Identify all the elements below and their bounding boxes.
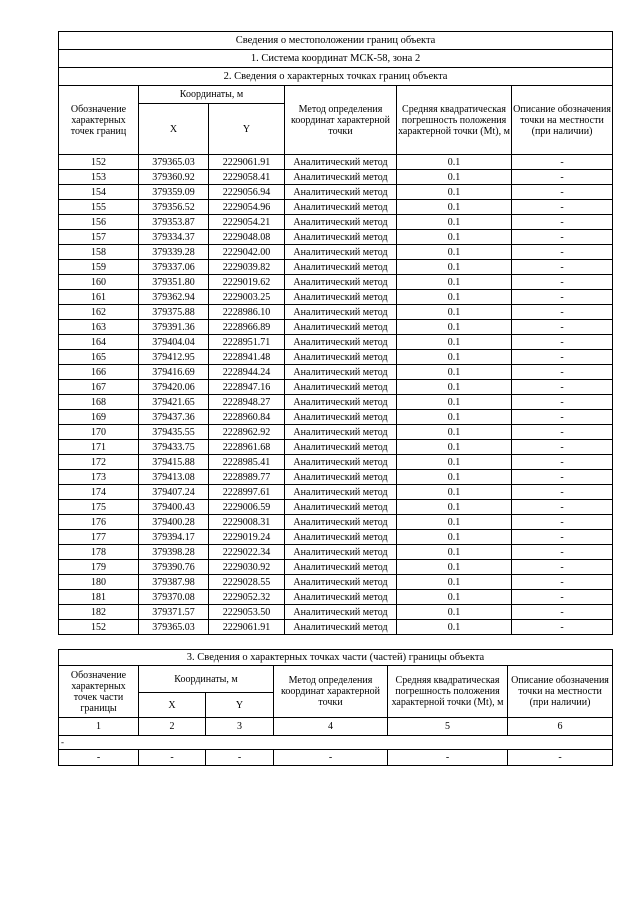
points-section-title: 2. Сведения о характерных точках границ объекта xyxy=(59,68,613,86)
x-value: 379365.03 xyxy=(139,155,209,170)
table-row xyxy=(59,290,613,305)
y-value: 2228986.10 xyxy=(209,305,285,320)
point-number: 173 xyxy=(59,470,139,485)
description-header: Описание обозначения точки на местности (при наличии) xyxy=(512,86,613,155)
x-value: 379407.24 xyxy=(139,485,209,500)
method-value: Аналитический метод xyxy=(285,275,397,290)
x-value: 379351.80 xyxy=(139,275,209,290)
table-row xyxy=(59,200,613,215)
method-value: Аналитический метод xyxy=(285,605,397,620)
designation-header: Обозначение характерных точек границ xyxy=(59,86,139,155)
method-value: Аналитический метод xyxy=(285,380,397,395)
table-row xyxy=(59,380,613,395)
x-value: 379387.98 xyxy=(139,575,209,590)
point-number: 175 xyxy=(59,500,139,515)
point-number: 159 xyxy=(59,260,139,275)
method-value: Аналитический метод xyxy=(285,185,397,200)
x-value: 379398.28 xyxy=(139,545,209,560)
point-number: 162 xyxy=(59,305,139,320)
method-value: Аналитический метод xyxy=(285,455,397,470)
x-value: 379334.37 xyxy=(139,230,209,245)
method-value: Аналитический метод xyxy=(285,440,397,455)
y-value: 2228941.48 xyxy=(209,350,285,365)
x-value: 379371.57 xyxy=(139,605,209,620)
error-value: 0.1 xyxy=(397,575,512,590)
point-number: 167 xyxy=(59,380,139,395)
part-boundary-points-table xyxy=(58,649,613,766)
x-value: 379362.94 xyxy=(139,290,209,305)
point-number: 168 xyxy=(59,395,139,410)
table-row xyxy=(59,260,613,275)
error-value: 0.1 xyxy=(397,275,512,290)
description-value: - xyxy=(512,320,613,335)
error-value: 0.1 xyxy=(397,365,512,380)
table-row xyxy=(59,320,613,335)
method-value: Аналитический метод xyxy=(285,515,397,530)
description-value: - xyxy=(512,470,613,485)
error-value: 0.1 xyxy=(397,560,512,575)
y-value: 2229053.50 xyxy=(209,605,285,620)
y-value: 2228962.92 xyxy=(209,425,285,440)
part-error-header: Средняя квадратическая погрешность положения характерной точки (Mt), м xyxy=(388,666,508,718)
x-header: X xyxy=(139,104,209,155)
col-number: 2 xyxy=(139,718,206,736)
y-value: 2229054.96 xyxy=(209,200,285,215)
coordinate-system-title: 1. Система координат МСК-58, зона 2 xyxy=(59,50,613,68)
y-value: 2228948.27 xyxy=(209,395,285,410)
part-section-title: 3. Сведения о характерных точках части (частей) границы объекта xyxy=(59,650,613,666)
point-number: 181 xyxy=(59,590,139,605)
method-value: Аналитический метод xyxy=(285,335,397,350)
point-number: 154 xyxy=(59,185,139,200)
table-row xyxy=(59,470,613,485)
x-value: 379339.28 xyxy=(139,245,209,260)
table-row xyxy=(59,245,613,260)
point-number: 179 xyxy=(59,560,139,575)
error-value: 0.1 xyxy=(397,230,512,245)
point-number: 180 xyxy=(59,575,139,590)
x-value: 379365.03 xyxy=(139,620,209,635)
y-value: 2229008.31 xyxy=(209,515,285,530)
y-value: 2229019.62 xyxy=(209,275,285,290)
error-value: 0.1 xyxy=(397,395,512,410)
table-row xyxy=(59,605,613,620)
description-value: - xyxy=(512,170,613,185)
table-row xyxy=(59,575,613,590)
y-value: 2229048.08 xyxy=(209,230,285,245)
point-number: 170 xyxy=(59,425,139,440)
description-value: - xyxy=(512,545,613,560)
table-row xyxy=(59,620,613,635)
point-number: 160 xyxy=(59,275,139,290)
method-value: Аналитический метод xyxy=(285,560,397,575)
method-value: Аналитический метод xyxy=(285,305,397,320)
point-number: 169 xyxy=(59,410,139,425)
error-value: 0.1 xyxy=(397,590,512,605)
description-value: - xyxy=(512,200,613,215)
x-value: 379433.75 xyxy=(139,440,209,455)
description-value: - xyxy=(512,440,613,455)
description-value: - xyxy=(512,425,613,440)
table-row xyxy=(59,500,613,515)
table-row xyxy=(59,560,613,575)
method-value: Аналитический метод xyxy=(285,200,397,215)
y-value: 2228966.89 xyxy=(209,320,285,335)
error-header: Средняя квадратическая погрешность положения характерной точки (Mt), м xyxy=(397,86,512,155)
section-title: Сведения о местоположении границ объекта xyxy=(59,32,613,50)
y-value: 2229056.94 xyxy=(209,185,285,200)
point-number: 155 xyxy=(59,200,139,215)
method-value: Аналитический метод xyxy=(285,290,397,305)
y-value: 2229003.25 xyxy=(209,290,285,305)
error-value: 0.1 xyxy=(397,155,512,170)
x-value: 379415.88 xyxy=(139,455,209,470)
method-value: Аналитический метод xyxy=(285,320,397,335)
point-number: 178 xyxy=(59,545,139,560)
empty-part-row: - xyxy=(59,736,613,750)
error-value: 0.1 xyxy=(397,380,512,395)
error-value: 0.1 xyxy=(397,305,512,320)
table-row xyxy=(59,365,613,380)
description-value: - xyxy=(512,500,613,515)
table-row xyxy=(59,395,613,410)
part-designation-header: Обозначение характерных точек части границы xyxy=(59,666,139,718)
empty-cell: - xyxy=(59,750,139,766)
method-value: Аналитический метод xyxy=(285,575,397,590)
method-value: Аналитический метод xyxy=(285,470,397,485)
x-value: 379337.06 xyxy=(139,260,209,275)
x-value: 379421.65 xyxy=(139,395,209,410)
table-row xyxy=(59,410,613,425)
error-value: 0.1 xyxy=(397,215,512,230)
x-value: 379375.88 xyxy=(139,305,209,320)
description-value: - xyxy=(512,230,613,245)
point-number: 176 xyxy=(59,515,139,530)
col-number: 1 xyxy=(59,718,139,736)
method-value: Аналитический метод xyxy=(285,170,397,185)
x-value: 379356.52 xyxy=(139,200,209,215)
x-value: 379412.95 xyxy=(139,350,209,365)
error-value: 0.1 xyxy=(397,470,512,485)
point-number: 177 xyxy=(59,530,139,545)
error-value: 0.1 xyxy=(397,425,512,440)
part-description-header: Описание обозначения точки на местности (при наличии) xyxy=(508,666,613,718)
error-value: 0.1 xyxy=(397,440,512,455)
description-value: - xyxy=(512,530,613,545)
error-value: 0.1 xyxy=(397,200,512,215)
table-row xyxy=(59,530,613,545)
method-value: Аналитический метод xyxy=(285,590,397,605)
table-row xyxy=(59,215,613,230)
method-value: Аналитический метод xyxy=(285,530,397,545)
x-value: 379360.92 xyxy=(139,170,209,185)
y-value: 2229052.32 xyxy=(209,590,285,605)
y-header: Y xyxy=(209,104,285,155)
part-x-header: X xyxy=(139,693,206,718)
method-value: Аналитический метод xyxy=(285,410,397,425)
point-number: 152 xyxy=(59,620,139,635)
point-number: 164 xyxy=(59,335,139,350)
y-value: 2229058.41 xyxy=(209,170,285,185)
table-row xyxy=(59,335,613,350)
error-value: 0.1 xyxy=(397,260,512,275)
method-value: Аналитический метод xyxy=(285,395,397,410)
boundary-points-table xyxy=(58,31,613,635)
y-value: 2229030.92 xyxy=(209,560,285,575)
coordinates-header: Координаты, м xyxy=(139,86,285,104)
x-value: 379413.08 xyxy=(139,470,209,485)
method-value: Аналитический метод xyxy=(285,545,397,560)
x-value: 379400.43 xyxy=(139,500,209,515)
table-row xyxy=(59,425,613,440)
method-value: Аналитический метод xyxy=(285,155,397,170)
error-value: 0.1 xyxy=(397,515,512,530)
method-value: Аналитический метод xyxy=(285,425,397,440)
description-value: - xyxy=(512,365,613,380)
method-value: Аналитический метод xyxy=(285,230,397,245)
method-value: Аналитический метод xyxy=(285,620,397,635)
table-row xyxy=(59,185,613,200)
error-value: 0.1 xyxy=(397,620,512,635)
point-number: 161 xyxy=(59,290,139,305)
method-value: Аналитический метод xyxy=(285,500,397,515)
x-value: 379420.06 xyxy=(139,380,209,395)
x-value: 379437.36 xyxy=(139,410,209,425)
y-value: 2228947.16 xyxy=(209,380,285,395)
error-value: 0.1 xyxy=(397,545,512,560)
description-value: - xyxy=(512,560,613,575)
y-value: 2229039.82 xyxy=(209,260,285,275)
table-row xyxy=(59,440,613,455)
empty-cell: - xyxy=(206,750,274,766)
description-value: - xyxy=(512,410,613,425)
point-number: 156 xyxy=(59,215,139,230)
point-number: 174 xyxy=(59,485,139,500)
method-value: Аналитический метод xyxy=(285,260,397,275)
y-value: 2229054.21 xyxy=(209,215,285,230)
point-number: 166 xyxy=(59,365,139,380)
y-value: 2229019.24 xyxy=(209,530,285,545)
table-row xyxy=(59,275,613,290)
error-value: 0.1 xyxy=(397,335,512,350)
point-number: 171 xyxy=(59,440,139,455)
table-row xyxy=(59,545,613,560)
empty-cell: - xyxy=(274,750,388,766)
col-number: 6 xyxy=(508,718,613,736)
error-value: 0.1 xyxy=(397,245,512,260)
empty-cell: - xyxy=(508,750,613,766)
part-method-header: Метод определения координат характерной точки xyxy=(274,666,388,718)
part-y-header: Y xyxy=(206,693,274,718)
method-value: Аналитический метод xyxy=(285,245,397,260)
description-value: - xyxy=(512,395,613,410)
point-number: 152 xyxy=(59,155,139,170)
method-value: Аналитический метод xyxy=(285,350,397,365)
table-row xyxy=(59,305,613,320)
table-row xyxy=(59,230,613,245)
description-value: - xyxy=(512,515,613,530)
description-value: - xyxy=(512,275,613,290)
point-number: 153 xyxy=(59,170,139,185)
point-number: 157 xyxy=(59,230,139,245)
y-value: 2229042.00 xyxy=(209,245,285,260)
point-number: 172 xyxy=(59,455,139,470)
y-value: 2229028.55 xyxy=(209,575,285,590)
error-value: 0.1 xyxy=(397,290,512,305)
error-value: 0.1 xyxy=(397,410,512,425)
description-value: - xyxy=(512,350,613,365)
y-value: 2229061.91 xyxy=(209,620,285,635)
description-value: - xyxy=(512,215,613,230)
col-number: 5 xyxy=(388,718,508,736)
table-row xyxy=(59,515,613,530)
error-value: 0.1 xyxy=(397,485,512,500)
y-value: 2228989.77 xyxy=(209,470,285,485)
x-value: 379391.36 xyxy=(139,320,209,335)
y-value: 2229061.91 xyxy=(209,155,285,170)
table-row xyxy=(59,170,613,185)
method-header: Метод определения координат характерной точки xyxy=(285,86,397,155)
table-row xyxy=(59,155,613,170)
error-value: 0.1 xyxy=(397,605,512,620)
x-value: 379394.17 xyxy=(139,530,209,545)
x-value: 379435.55 xyxy=(139,425,209,440)
x-value: 379390.76 xyxy=(139,560,209,575)
point-number: 165 xyxy=(59,350,139,365)
method-value: Аналитический метод xyxy=(285,215,397,230)
empty-cell: - xyxy=(139,750,206,766)
error-value: 0.1 xyxy=(397,185,512,200)
x-value: 379370.08 xyxy=(139,590,209,605)
table-row xyxy=(59,350,613,365)
empty-cell: - xyxy=(388,750,508,766)
error-value: 0.1 xyxy=(397,500,512,515)
y-value: 2228985.41 xyxy=(209,455,285,470)
y-value: 2228951.71 xyxy=(209,335,285,350)
error-value: 0.1 xyxy=(397,530,512,545)
col-number: 4 xyxy=(274,718,388,736)
description-value: - xyxy=(512,155,613,170)
x-value: 379416.69 xyxy=(139,365,209,380)
description-value: - xyxy=(512,185,613,200)
error-value: 0.1 xyxy=(397,455,512,470)
y-value: 2229006.59 xyxy=(209,500,285,515)
error-value: 0.1 xyxy=(397,350,512,365)
x-value: 379359.09 xyxy=(139,185,209,200)
y-value: 2228997.61 xyxy=(209,485,285,500)
x-value: 379353.87 xyxy=(139,215,209,230)
table-row xyxy=(59,590,613,605)
y-value: 2229022.34 xyxy=(209,545,285,560)
error-value: 0.1 xyxy=(397,170,512,185)
point-number: 158 xyxy=(59,245,139,260)
description-value: - xyxy=(512,620,613,635)
part-coordinates-header: Координаты, м xyxy=(139,666,274,693)
description-value: - xyxy=(512,455,613,470)
point-number: 182 xyxy=(59,605,139,620)
description-value: - xyxy=(512,380,613,395)
method-value: Аналитический метод xyxy=(285,365,397,380)
point-number: 163 xyxy=(59,320,139,335)
y-value: 2228960.84 xyxy=(209,410,285,425)
table-row xyxy=(59,455,613,470)
description-value: - xyxy=(512,260,613,275)
x-value: 379400.28 xyxy=(139,515,209,530)
x-value: 379404.04 xyxy=(139,335,209,350)
y-value: 2228944.24 xyxy=(209,365,285,380)
table-row xyxy=(59,485,613,500)
description-value: - xyxy=(512,245,613,260)
description-value: - xyxy=(512,335,613,350)
description-value: - xyxy=(512,485,613,500)
description-value: - xyxy=(512,605,613,620)
method-value: Аналитический метод xyxy=(285,485,397,500)
description-value: - xyxy=(512,575,613,590)
col-number: 3 xyxy=(206,718,274,736)
y-value: 2228961.68 xyxy=(209,440,285,455)
description-value: - xyxy=(512,290,613,305)
error-value: 0.1 xyxy=(397,320,512,335)
description-value: - xyxy=(512,590,613,605)
description-value: - xyxy=(512,305,613,320)
